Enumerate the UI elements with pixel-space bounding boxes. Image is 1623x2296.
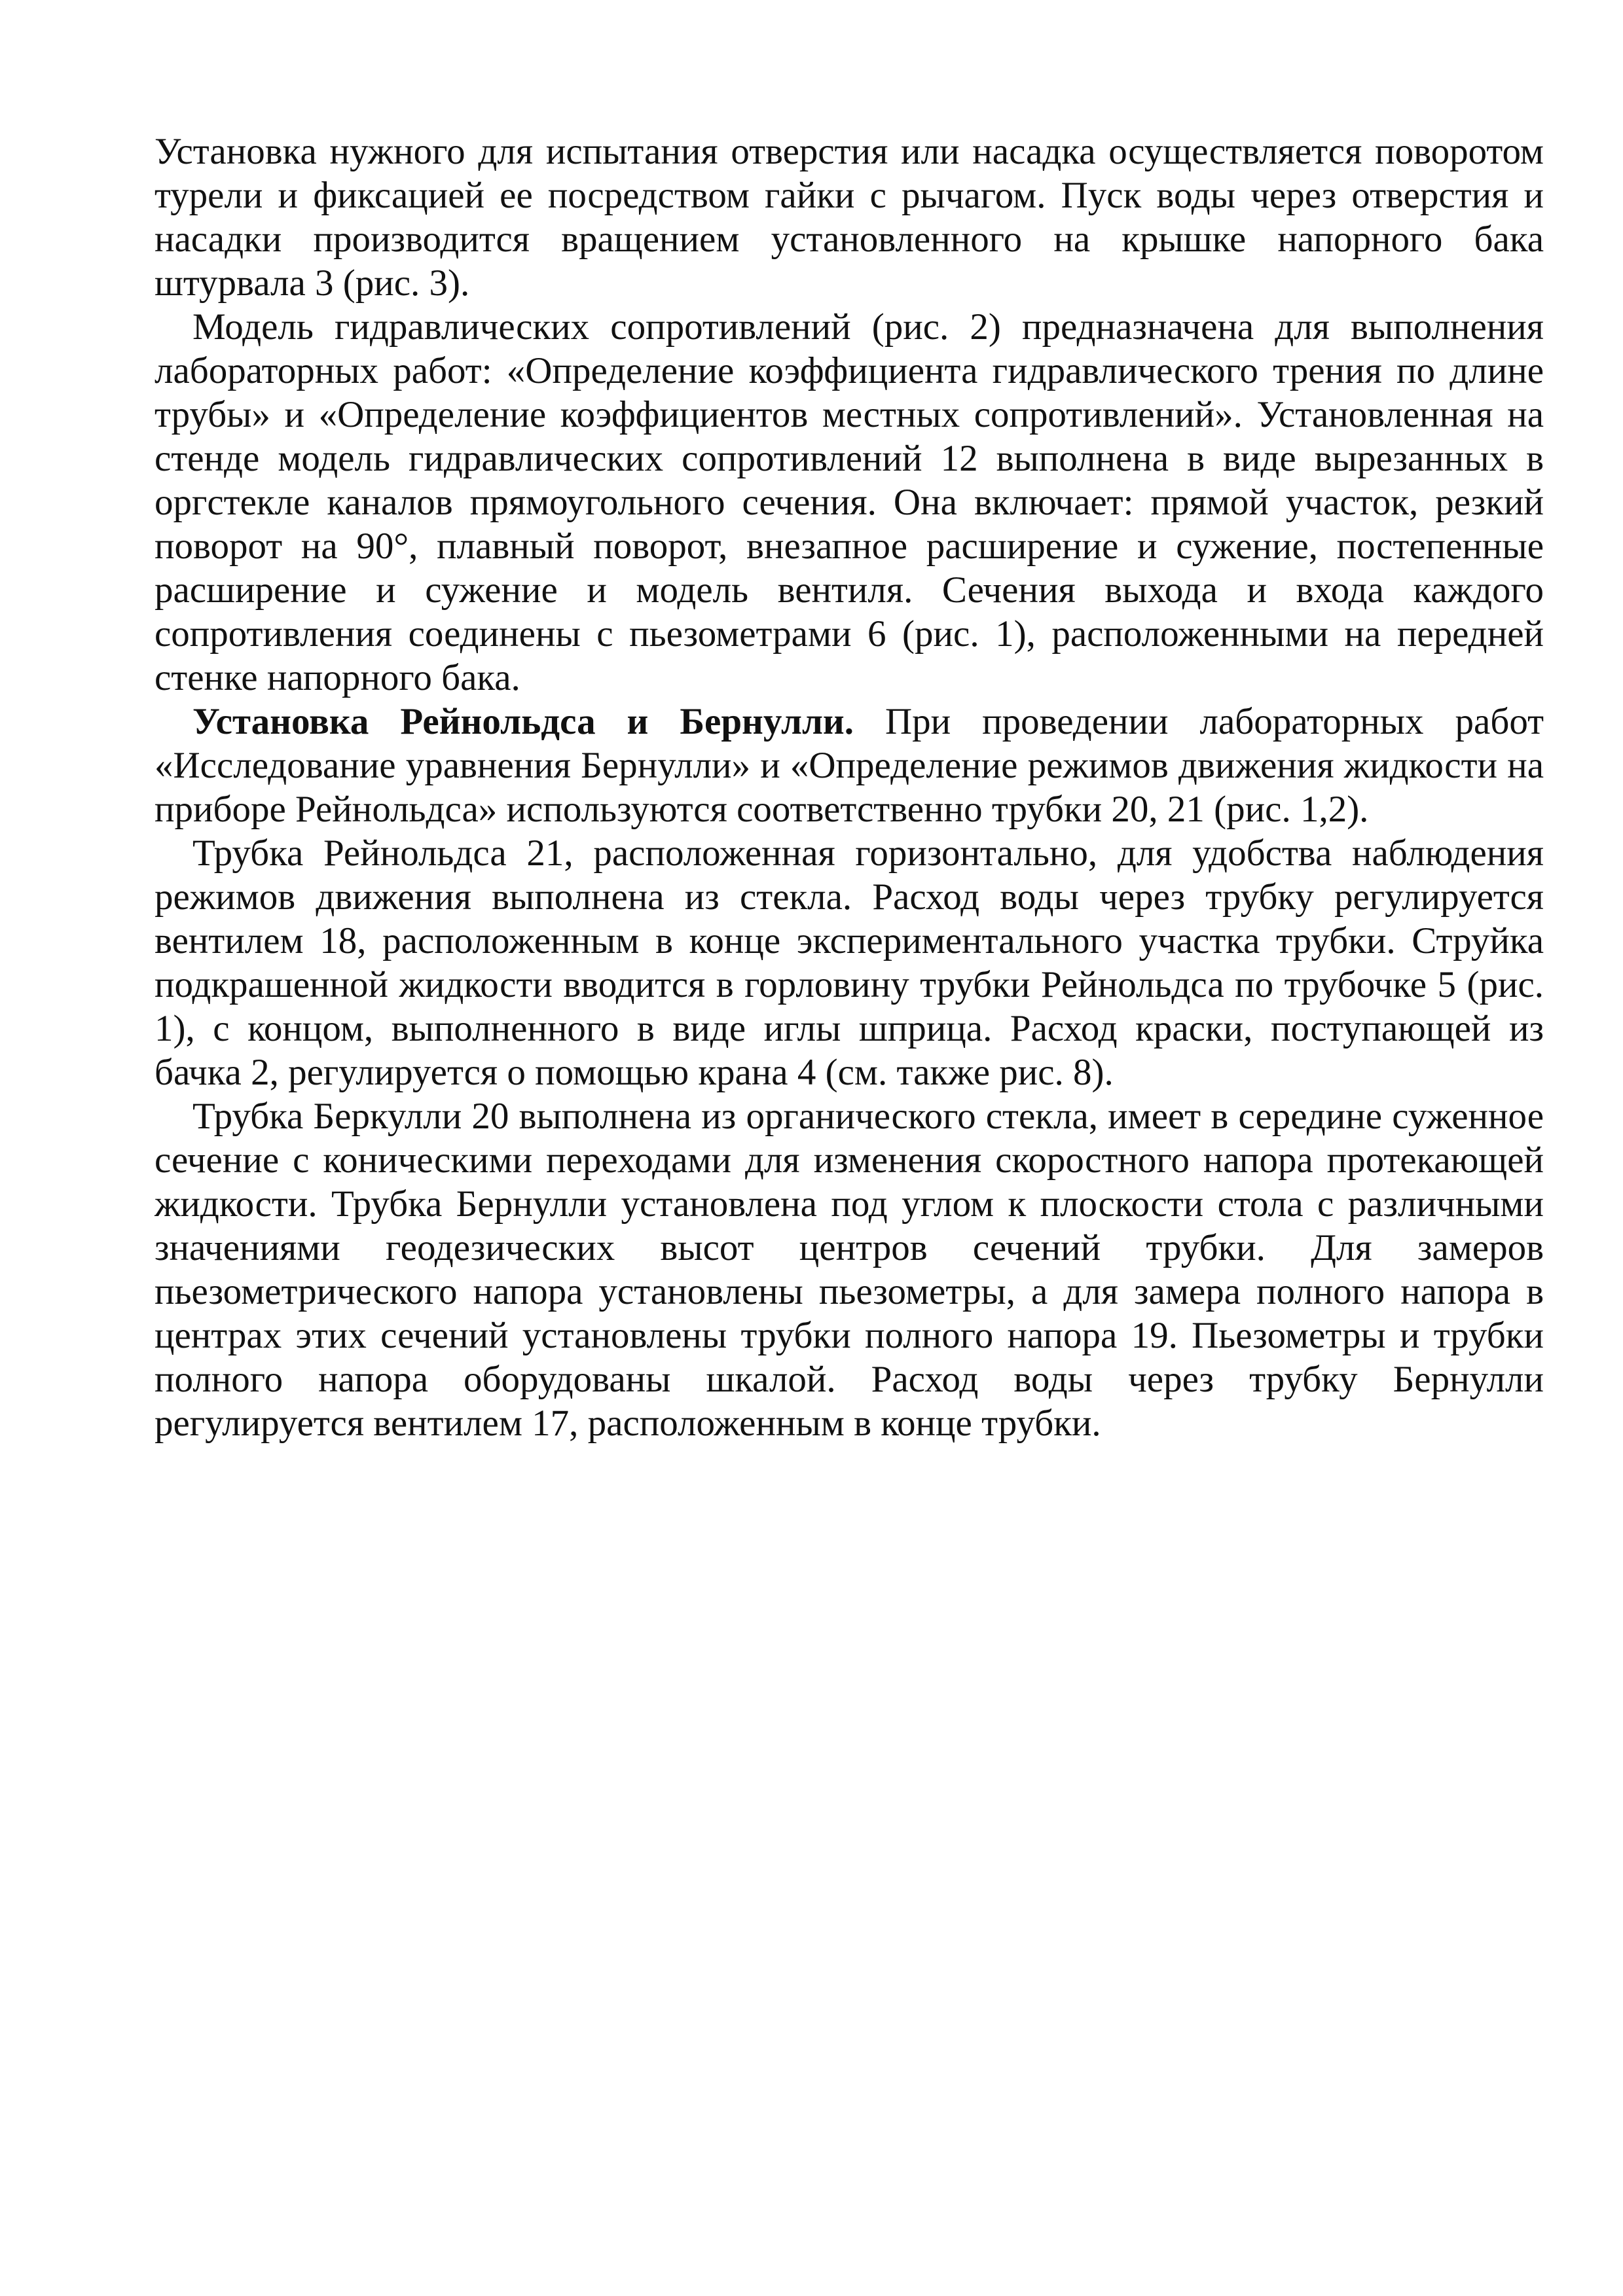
- paragraph-reynolds-tube: Трубка Рейнольдса 21, расположенная горизонтально, для удобства наблюдения режимов движения выполнена из стекла. Расход воды через трубку регулируется вентилем 18, расположенным в конце экспериментального участка трубки. Струйка подкрашенной жидкости вводится в горловину трубки Рейнольдса по трубочке 5 (рис. 1), с концом, выполненного в виде иглы шприца. Расход краски, поступающей из бачка 2, регулируется о помощью крана 4 (см. также рис. 8).: [155, 833, 1544, 1093]
- paragraph-turret-setup: Установка нужного для испытания отверстия или насадка осуществляется поворотом турели и фиксацией ее посредством гайки с рычагом. Пуск воды через отверстия и насадки производится вращением установленного на крышке напорного бака штурвала 3 (рис. 3).: [155, 131, 1544, 304]
- section-heading-reynolds-bernoulli: Установка Рейнольдса и Бернулли.: [192, 701, 854, 742]
- document-body: [155, 130, 1544, 1445]
- paragraph-reynolds-bernoulli-text: При проведении лабораторных работ «Исследование уравнения Бернулли» и «Определение режимов движения жидкости на приборе Рейнольдса» используются соответственно трубки 20, 21 (рис. 1,2).: [155, 701, 1544, 830]
- paragraph-bernoulli-tube: Трубка Беркулли 20 выполнена из органического стекла, имеет в середине суженное сечение с коническими переходами для изменения скоростного напора протекающей жидкости. Трубка Бернулли установлена под углом к плоскости стола с различными значениями геодезических высот центров сечений трубки. Для замеров пьезометрического напора установлены пьезометры, а для замера полного напора в центрах этих сечений установлены трубки полного напора 19. Пьезометры и трубки полного напора оборудованы шкалой. Расход воды через трубку Бернулли регулируется вентилем 17, расположенным в конце трубки.: [155, 1096, 1544, 1444]
- paragraph-reynolds-bernoulli-setup: [155, 700, 1544, 831]
- paragraph-resistance-model: Модель гидравлических сопротивлений (рис. 2) предназначена для выполнения лабораторных работ: «Определение коэффициента гидравлического трения по длине трубы» и «Определение коэффициентов местных сопротивлений». Установленная на стенде модель гидравлических сопротивлений 12 выполнена в виде вырезанных в оргстекле каналов прямоугольного сечения. Она включает: прямой участок, резкий поворот на 90°, плавный поворот, внезапное расширение и сужение, постепенные расширение и сужение и модель вентиля. Сечения выхода и входа каждого сопротивления соединены с пьезометрами 6 (рис. 1), расположенными на передней стенке напорного бака.: [155, 306, 1544, 698]
